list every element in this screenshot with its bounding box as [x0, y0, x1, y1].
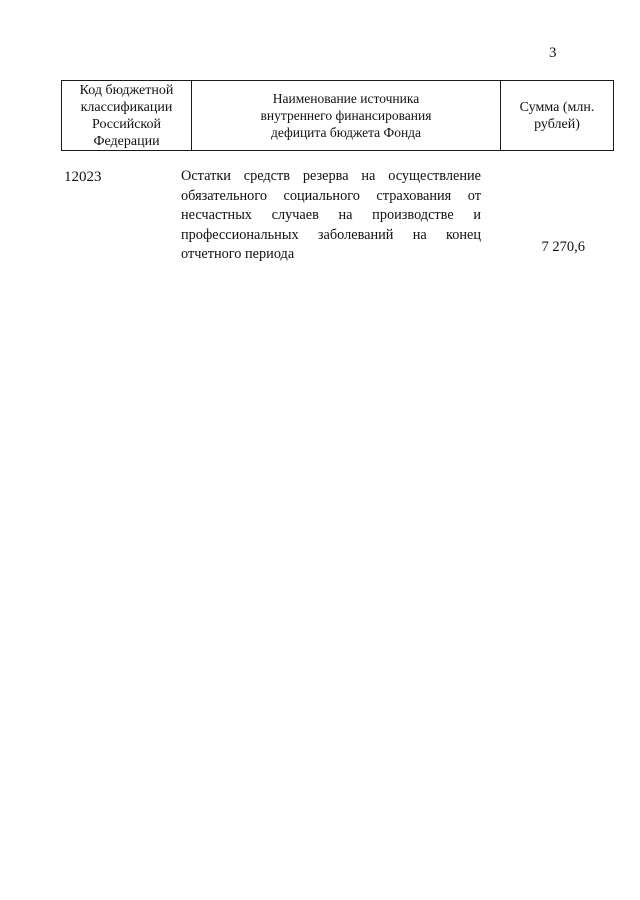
row-name-line: несчастных случаев на производстве и — [181, 207, 481, 224]
table-header-row — [62, 81, 614, 151]
row-name-line: отчетного периода — [181, 246, 295, 263]
header-name-column: Наименование источника внутреннего финансирования дефицита бюджета Фонда — [192, 81, 501, 151]
row-code-cell: 12023 — [64, 169, 102, 185]
header-sum-column: Сумма (млн. рублей) — [501, 81, 614, 151]
row-name-line: Остатки средств резерва на осуществление — [181, 168, 481, 184]
page-number: 3 — [549, 45, 557, 61]
table-header — [61, 80, 614, 151]
row-name-line: обязательного социального страхования от — [181, 187, 481, 204]
row-name-cell — [181, 167, 481, 265]
header-code-column: Код бюджетной классификации Российской Федерации — [62, 81, 192, 151]
row-sum-cell: 7 270,6 — [541, 239, 585, 255]
row-name-line: профессиональных заболеваний на конец — [181, 226, 481, 243]
